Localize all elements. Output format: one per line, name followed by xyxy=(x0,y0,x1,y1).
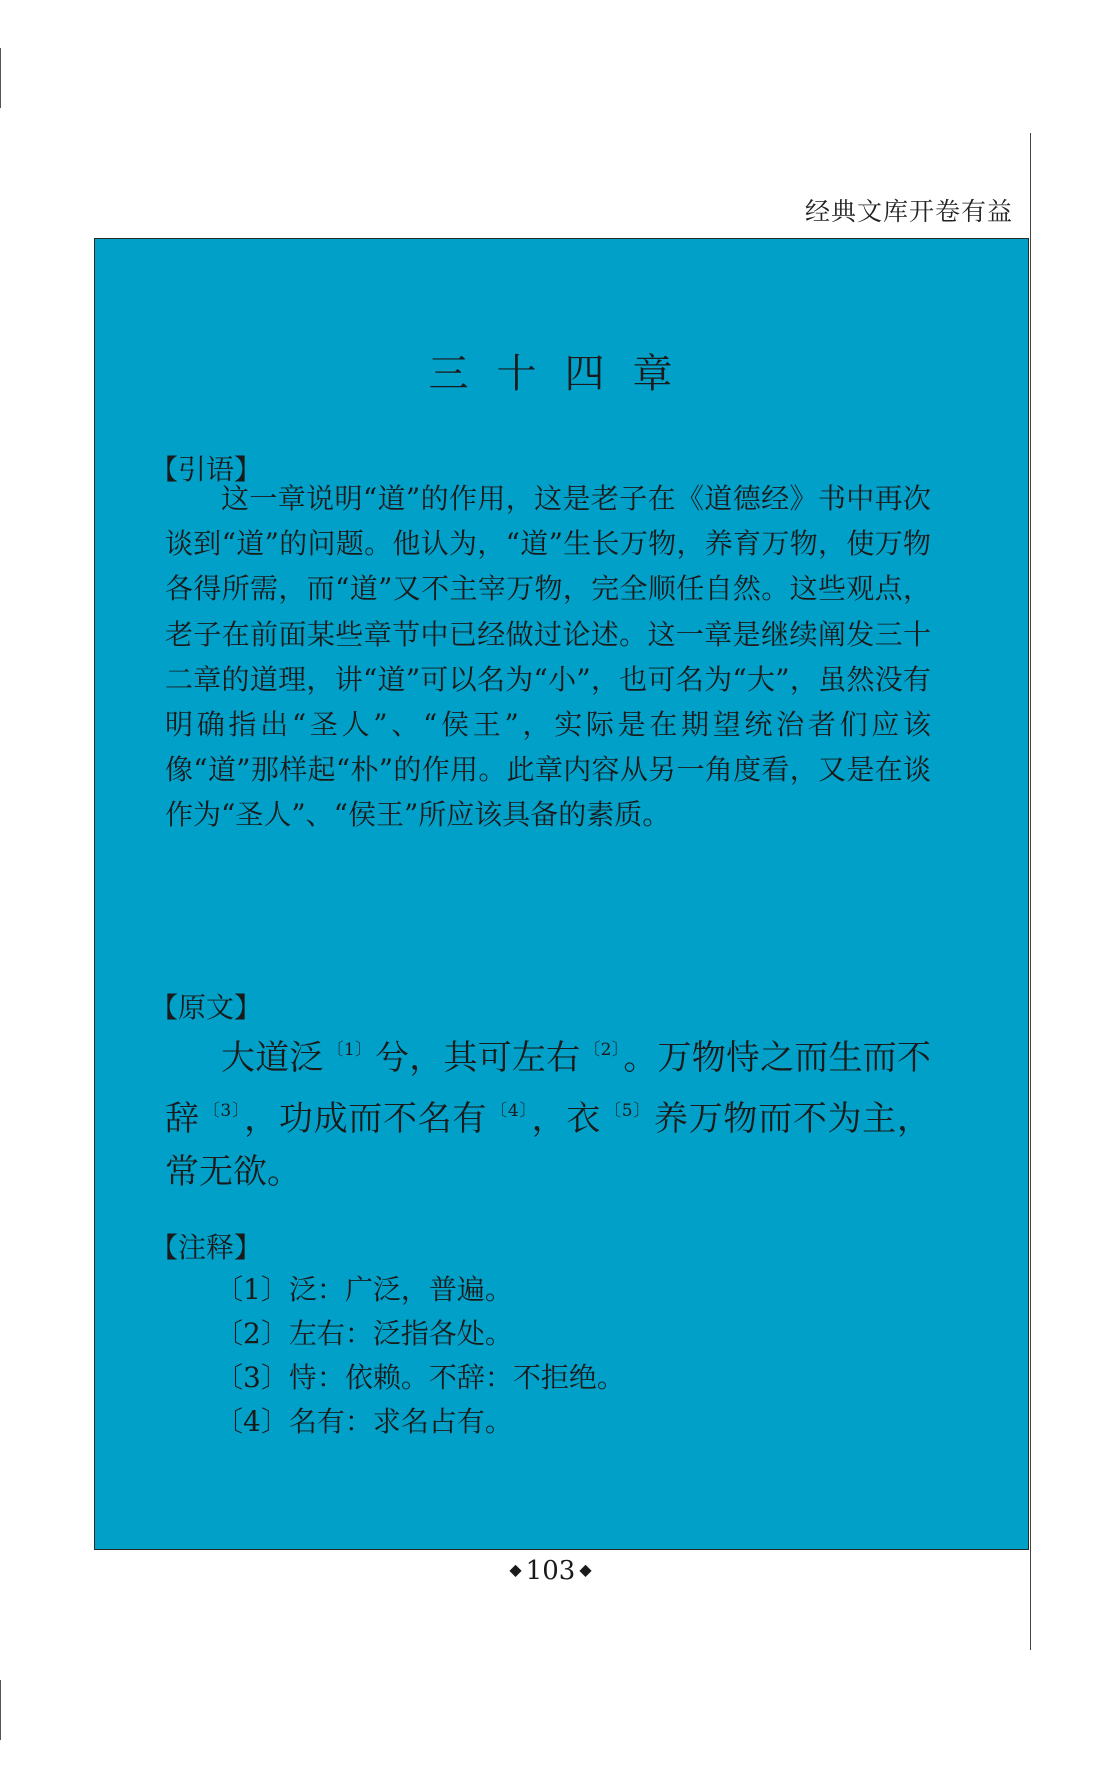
original-segment: 养万物而不为主，常无欲。 xyxy=(165,1099,931,1192)
note-item: 〔1〕泛：广泛，普遍。 xyxy=(215,1273,513,1306)
note-item: 〔2〕左右：泛指各处。 xyxy=(215,1317,513,1350)
crop-mark-top-left xyxy=(0,48,1,108)
note-item: 〔4〕名有：求名占有。 xyxy=(215,1405,513,1438)
page-number-text: 103 xyxy=(525,1556,576,1586)
note-ref: 〔2〕 xyxy=(583,1040,621,1060)
page-number xyxy=(0,1556,1101,1586)
original-label: 【原文】 xyxy=(150,991,263,1024)
original-segment: 大道泛 xyxy=(221,1038,324,1078)
running-header: 经典文库开卷有益 xyxy=(804,197,1013,226)
intro-paragraph: 这一章说明“道”的作用，这是老子在《道德经》书中再次谈到“道”的问题。他认为，“道”生长万物，养育万物，使万物各得所需，而“道”又不主宰万物，完全顺任自然。这些观点，老子在前面某些章节中已经做过论述。这一章是继续阐发三十二章的道理，讲“道”可以名为“小”，也可名为“大”，虽然没有明确指出“圣人”、“侯王”，实际是在期望统治者们应该像“道”那样起“朴”的作用。此章内容从另一角度看，又是在谈作为“圣人”、“侯王”所应该具备的素质。 xyxy=(165,482,931,832)
note-ref: 〔5〕 xyxy=(604,1101,651,1121)
original-segment: ，衣 xyxy=(531,1099,602,1139)
diamond-ornament-left: ◆ xyxy=(509,1560,522,1579)
crop-mark-bottom-left xyxy=(0,1680,1,1740)
original-segment: 。万物恃之而生而不辞 xyxy=(165,1038,931,1139)
note-ref: 〔1〕 xyxy=(326,1040,373,1060)
note-ref: 〔3〕 xyxy=(202,1101,242,1121)
intro-label: 【引语】 xyxy=(150,453,263,486)
diamond-ornament-right: ◆ xyxy=(579,1560,592,1579)
note-item: 〔3〕恃：依赖。不辞：不拒绝。 xyxy=(215,1361,625,1394)
note-ref: 〔4〕 xyxy=(490,1101,529,1121)
notes-label: 【注释】 xyxy=(150,1231,263,1264)
original-segment: ，功成而不名有 xyxy=(244,1099,488,1139)
chapter-title: 三十四章 xyxy=(428,351,701,397)
original-segment: 兮，其可左右 xyxy=(375,1038,581,1078)
notes-list xyxy=(215,1268,625,1444)
original-text xyxy=(165,1024,931,1199)
